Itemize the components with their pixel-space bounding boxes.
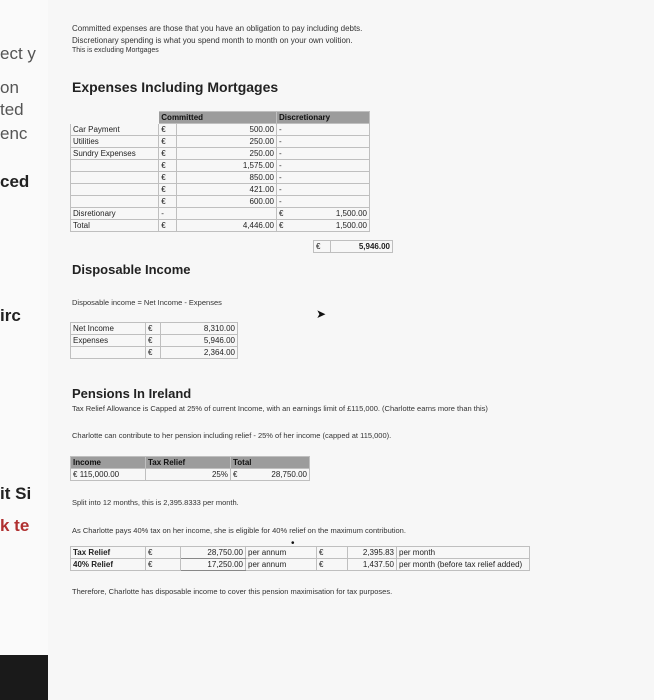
- split-note: Split into 12 months, this is 2,395.8333 per month.: [72, 498, 239, 507]
- bullet-dot: •: [291, 538, 295, 549]
- background-window-strip: [0, 0, 48, 700]
- expenses-title: Expenses Including Mortgages: [72, 79, 279, 95]
- table-row: Car Payment € 500.00 -: [71, 124, 370, 136]
- table-row: Utilities € 250.00 -: [71, 136, 370, 148]
- disposable-title: Disposable Income: [72, 262, 191, 277]
- pensions-title: Pensions In Ireland: [72, 386, 192, 401]
- table-row: € 1,575.00 -: [71, 160, 370, 172]
- header-committed: Committed: [159, 112, 277, 124]
- left-fragment: it Si: [0, 484, 32, 503]
- header-tax-relief: Tax Relief: [146, 457, 231, 469]
- pension-table: [70, 456, 310, 481]
- pensions-line-1: Tax Relief Allowance is Capped at 25% of current Income, with an earnings limit of £115,000. (Charlotte earns more than this): [72, 404, 488, 413]
- table-row-total: Total € 4,446.00 € 1,500.00: [71, 220, 370, 232]
- relief-table: [70, 546, 530, 571]
- left-fragment: ted: [0, 100, 24, 119]
- table-row: Net Income € 8,310.00: [71, 323, 238, 335]
- header-income: Income: [71, 457, 146, 469]
- left-fragment: on: [0, 78, 19, 97]
- table-row: Disretionary - € 1,500.00: [71, 208, 370, 220]
- left-fragment: k te: [0, 516, 30, 535]
- dark-panel: [0, 655, 48, 700]
- left-fragment: enc: [0, 124, 28, 143]
- table-row: Sundry Expenses € 250.00 -: [71, 148, 370, 160]
- intro-line-3: This is excluding Mortgages: [72, 47, 159, 54]
- left-fragment: irc: [0, 306, 21, 325]
- table-row: Tax Relief € 28,750.00 per annum € 2,395.83 per month: [71, 547, 530, 559]
- table-row: € 850.00 -: [71, 172, 370, 184]
- disposable-table: [70, 322, 238, 359]
- conclusion: Therefore, Charlotte has disposable income to cover this pension maximisation for tax purposes.: [72, 587, 393, 596]
- disposable-formula: Disposable income = Net Income - Expenses: [72, 298, 222, 307]
- header-total: Total: [231, 457, 310, 469]
- table-row: € 115,000.00 25% € 28,750.00: [71, 469, 310, 481]
- left-fragment: ced: [0, 172, 30, 191]
- header-discretionary: Discretionary: [276, 112, 369, 124]
- intro-line-2: Discretionary spending is what you spend month to month on your own volition.: [72, 36, 353, 45]
- document-page: [48, 0, 654, 700]
- table-row: Expenses € 5,946.00: [71, 335, 238, 347]
- pensions-line-2: Charlotte can contribute to her pension including relief - 25% of her income (capped at 115,000).: [72, 431, 392, 440]
- grand-total-cell: € 5,946.00: [313, 240, 393, 253]
- intro-line-1: Committed expenses are those that you have an obligation to pay including debts.: [72, 24, 363, 33]
- table-row: € 2,364.00: [71, 347, 238, 359]
- table-row: 40% Relief € 17,250.00 per annum € 1,437.50 per month (before tax relief added): [71, 559, 530, 571]
- expenses-table: [70, 111, 370, 232]
- table-row: € 421.00 -: [71, 184, 370, 196]
- left-fragment: ect y: [0, 44, 36, 63]
- table-row: € 600.00 -: [71, 196, 370, 208]
- cursor-arrow-icon: ➤: [316, 307, 327, 321]
- relief-note: As Charlotte pays 40% tax on her income, she is eligible for 40% relief on the maximum contribution.: [72, 526, 406, 535]
